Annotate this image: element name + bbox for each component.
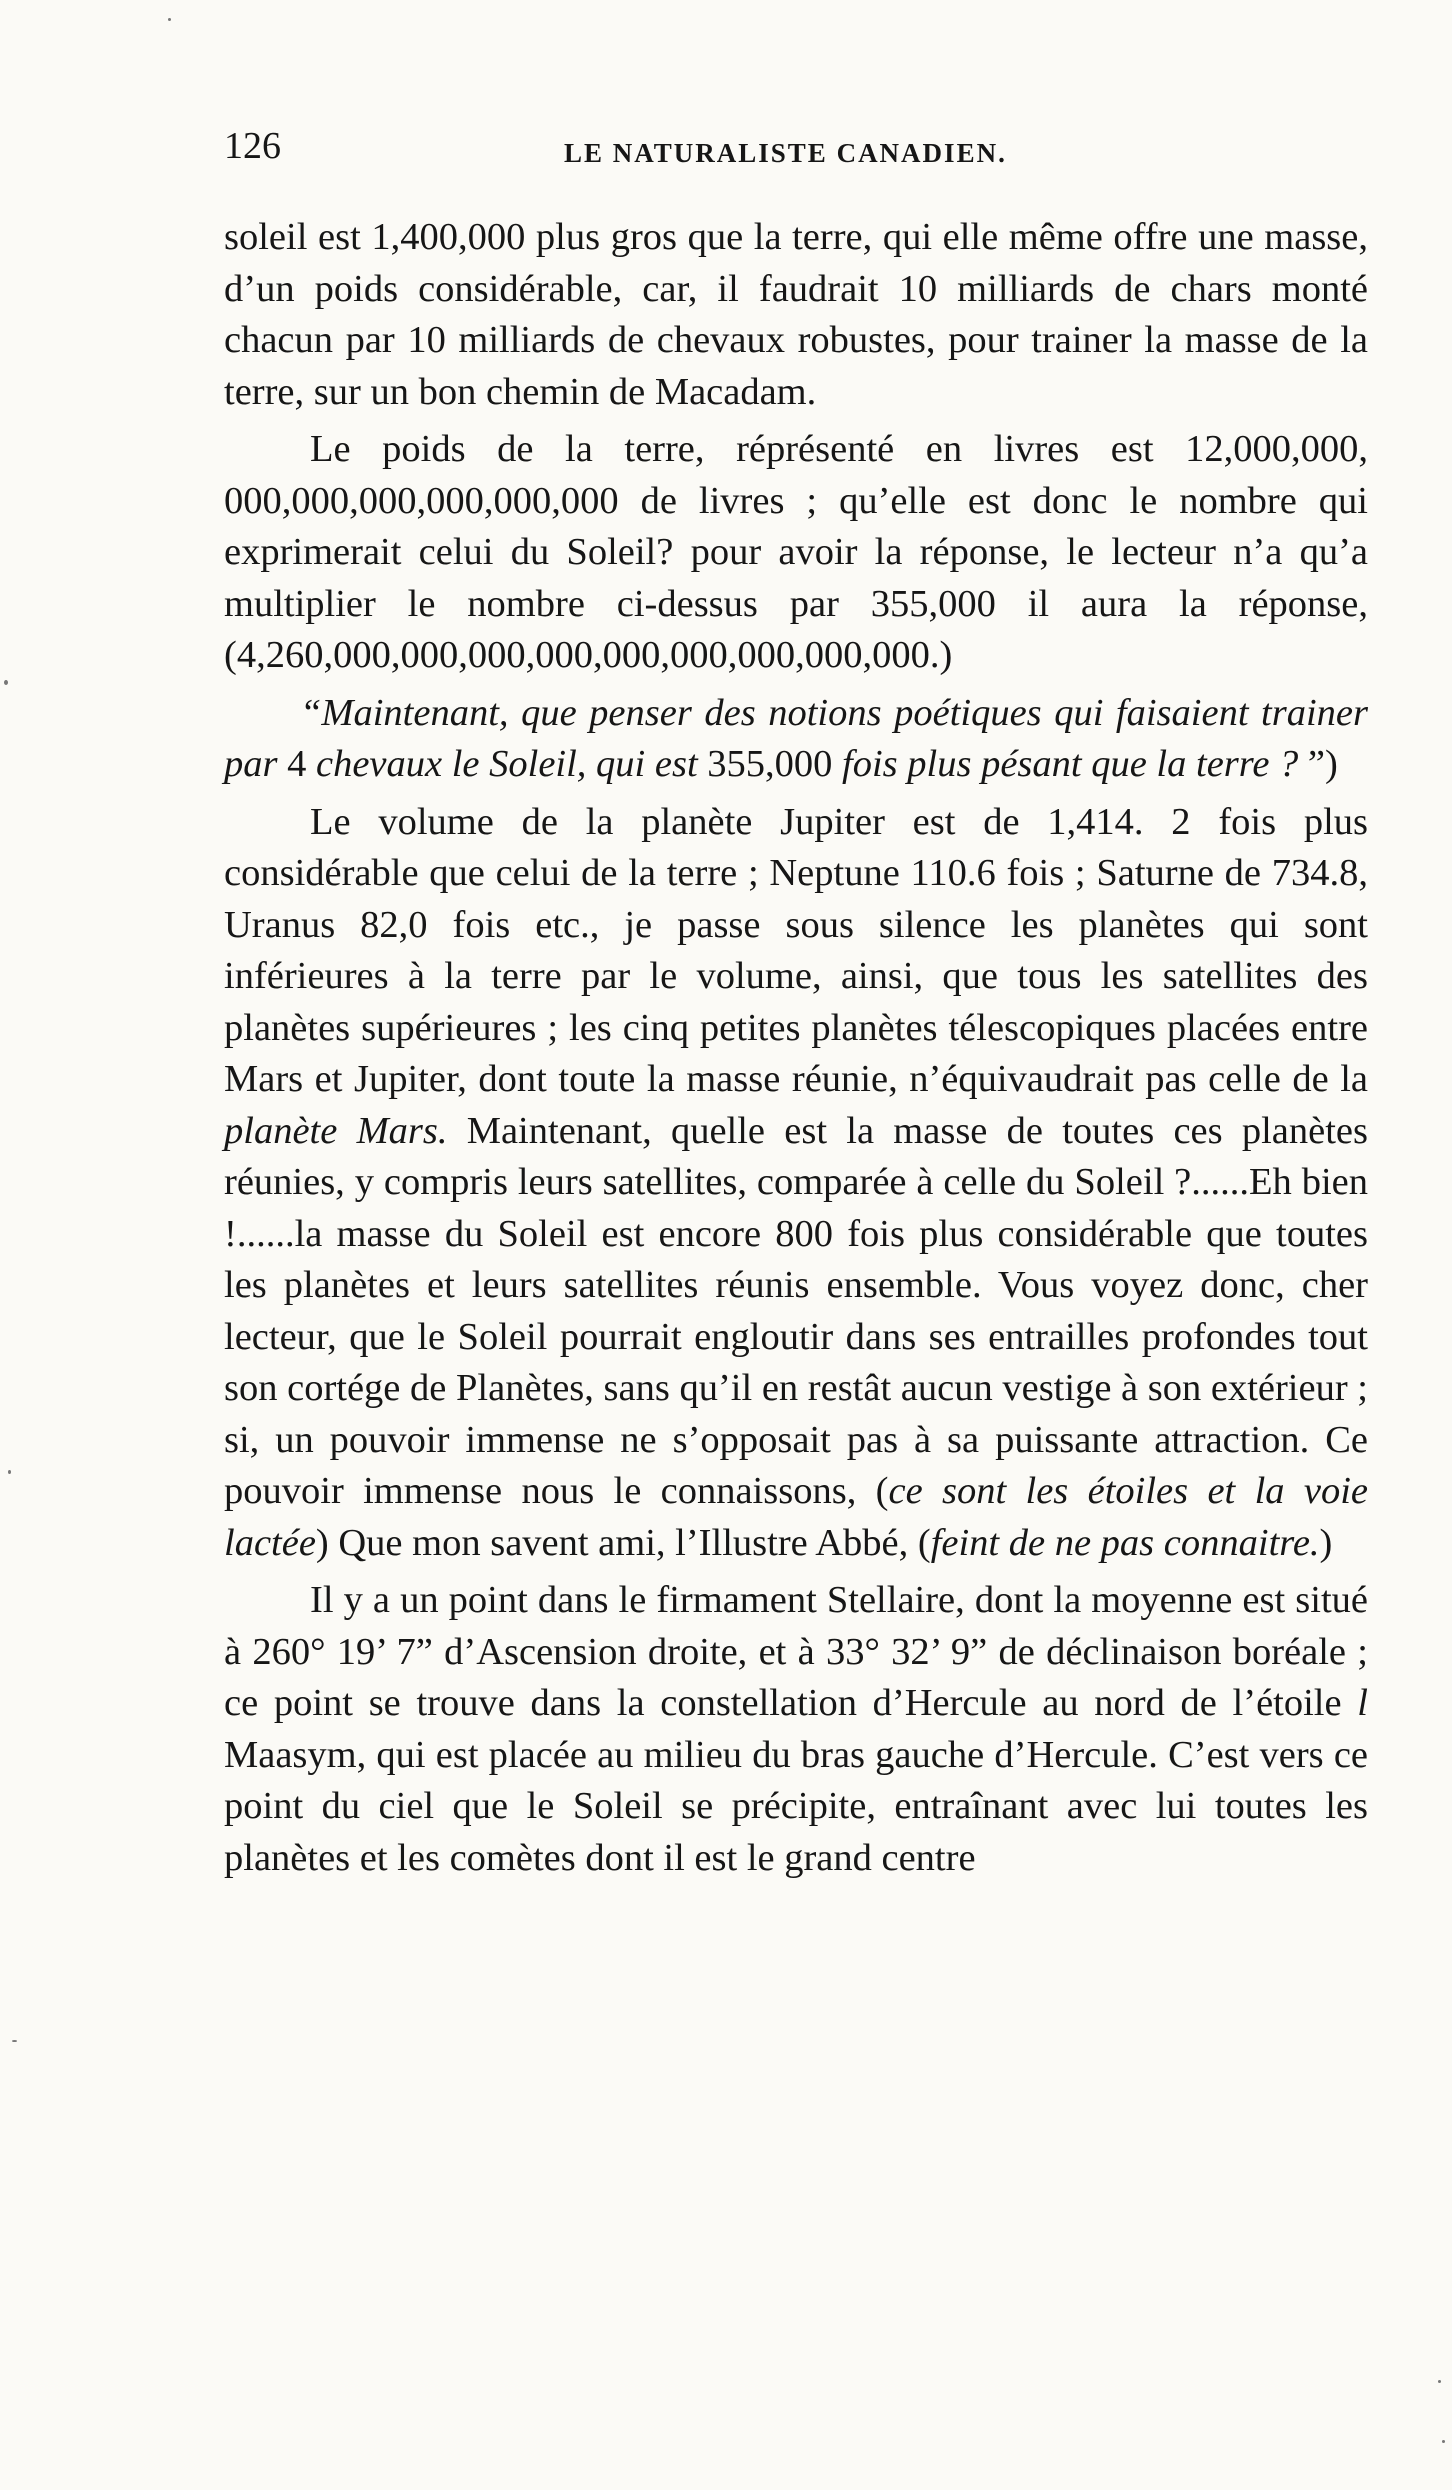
paragraph-2: Le poids de la terre, réprésenté en livres est 12,000,000, 000,000,000,000,000,000 de livres ; qu’elle est donc le nombre qui exprimerait celui du Soleil? pour avoir la réponse, le lecteur n’a qu’a multiplier le nombre ci-dessus par 355,000 il aura la réponse, (4,260,000,000,000,000,000,000,000,000,000.): [224, 428, 1368, 676]
quote-text-1: “Maintenant, que penser des notions poétiques qui faisaient trainer par: [224, 691, 1368, 785]
quote-number-4: 4: [277, 743, 316, 785]
paragraph-5: [224, 1575, 1368, 1884]
print-speck: [12, 2040, 17, 2042]
paragraph-1: soleil est 1,400,000 plus gros que la terre, qui elle même offre une masse, d’un poids considérable, car, il faudrait 10 milliards de chars monté chacun par 10 milliards de chevaux robustes, pour trainer la masse de la terre, sur un bon chemin de Macadam.: [224, 216, 1368, 413]
quote-number-355000: 355,000: [697, 743, 843, 785]
quote-text-3: fois plus pésant que la terre ?: [842, 743, 1299, 785]
paragraph-4-italic-3: feint de ne pas connaitre.: [930, 1521, 1320, 1564]
print-speck: [1438, 2380, 1441, 2383]
paragraph-3-quote: [224, 688, 1368, 791]
paragraph-5-text-2: Maasym, qui est placée au milieu du bras gauche d’Hercule. C’est vers ce point du ciel que le Soleil se précipite, entraînant avec lui toutes les planètes et les comètes dont il est le grand centre: [224, 1733, 1368, 1879]
quote-text-2: chevaux le Soleil, qui est: [315, 743, 698, 785]
paragraph-5-text-1: Il y a un point dans le firmament Stellaire, dont la moyenne est situé à 260° 19’ 7” d’Ascension droite, et à 33° 32’ 9” de déclinaison boréale ; ce point se trouve dans la constellation d’Hercule au nord de l’étoile: [224, 1579, 1368, 1724]
running-title: LE NATURALISTE CANADIEN.: [564, 138, 1007, 168]
print-speck: [8, 1470, 11, 1474]
print-speck: [168, 18, 171, 21]
paragraph-4-text-3: ) Que mon savent ami, l’Illustre Abbé, (: [315, 1521, 931, 1564]
print-speck: [4, 680, 8, 685]
quote-close: ”): [1298, 743, 1338, 785]
paragraph-5-italic-star: l: [1357, 1682, 1368, 1724]
paragraph-4-italic-1: planète Mars.: [224, 1109, 448, 1152]
print-speck: [1442, 2440, 1445, 2443]
page-header: [224, 118, 1368, 178]
paragraph-4-text-4: ): [1319, 1521, 1333, 1564]
page-number: 126: [224, 125, 281, 167]
paragraph-4-text-2: Maintenant, quelle est la masse de toutes ces planètes réunies, y compris leurs satellites, comparée à celle du Soleil ?......Eh bien !......la masse du Soleil est encore 800 fois plus considérable que toutes les planètes et leurs satellites réunis ensemble. Vous voyez donc, cher lecteur, que le Soleil pourrait engloutir dans ses entrailles profondes tout son cortége de Planètes, sans qu’il en restât aucun vestige à son extérieur ; si, un pouvoir immense ne s’opposait pas à sa puissante attraction. Ce pouvoir immense nous le connaissons, (: [224, 1109, 1368, 1512]
paragraph-4-text-1: Le volume de la planète Jupiter est de 1,414. 2 fois plus considérable que celui de la terre ; Neptune 110.6 fois ; Saturne de 734.8, Uranus 82,0 fois etc., je passe sous silence les planètes qui sont inférieures à la terre par le volume, ainsi, que tous les satellites des planètes supérieures ; les cinq petites planètes télescopiques placées entre Mars et Jupiter, dont toute la masse réunie, n’équivaudrait pas celle de la: [224, 800, 1368, 1100]
paragraph-4-italic-2: ce sont les étoiles et la voie lactée: [224, 1470, 1368, 1564]
paragraph-4: [224, 797, 1368, 1570]
body-text: [224, 212, 1368, 1890]
